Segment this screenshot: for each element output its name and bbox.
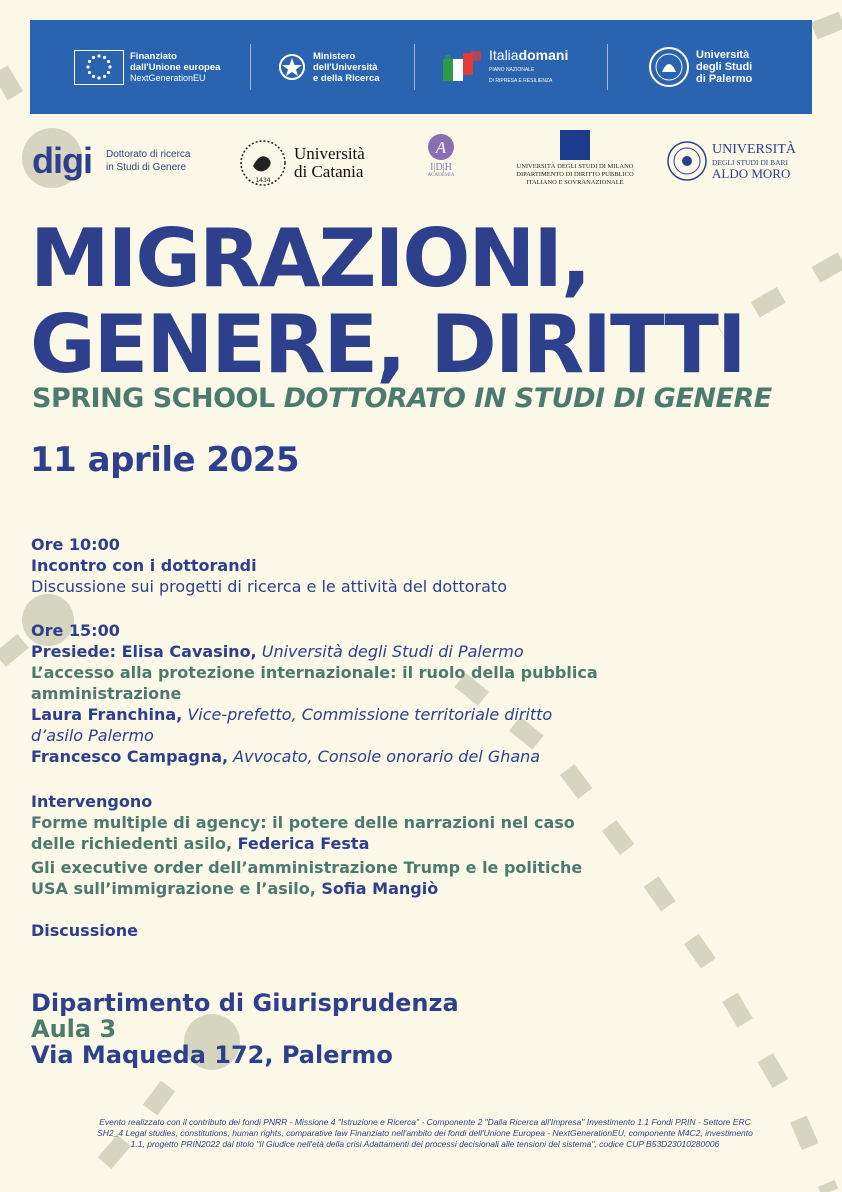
speaker1-affiliation-line1: Vice-prefetto, Commissione territoriale diritto	[187, 705, 553, 724]
speaker2-name: Francesco Campagna,	[31, 747, 229, 766]
unipa-line2: degli Studi	[696, 61, 753, 73]
morning-title: Incontro con i dottorandi	[31, 556, 257, 575]
partner-logos	[30, 128, 812, 198]
subtitle	[32, 383, 772, 414]
republic-emblem-icon	[277, 51, 307, 83]
talk-title-line1: L’accesso alla protezione internazionale: il ruolo della pubblica	[31, 663, 598, 682]
unipa-logo	[608, 20, 808, 114]
eu-flag-icon	[74, 50, 124, 85]
discussion-label: Discussione	[31, 921, 138, 940]
event-date: 11 aprile 2025	[30, 440, 300, 480]
digi-line1: Dottorato di ricerca	[105, 149, 191, 160]
catania-logo	[238, 138, 365, 188]
milano-logo	[500, 130, 650, 187]
unipa-line3: di Palermo	[696, 73, 753, 85]
catania-seal-text: 1434	[255, 177, 271, 184]
catania-line2: di Catania	[294, 162, 364, 181]
mur-line2: dell'Università	[313, 61, 378, 73]
venue-room: Aula 3	[31, 1015, 117, 1043]
intervention2-speaker: Sofia Mangiò	[321, 879, 439, 898]
catania-seal-icon	[238, 138, 288, 188]
main-title-line1: MIGRAZIONI,	[30, 212, 590, 305]
eu-logo	[30, 20, 250, 114]
intervention2-line1: Gli executive order dell’amministrazione Trump e le politiche	[31, 858, 583, 877]
idh-logo	[418, 132, 464, 178]
italiadomani-logo	[415, 20, 607, 114]
idh-sub: ACADEMIA	[427, 173, 455, 178]
mur-line3: e della Ricerca	[313, 72, 380, 84]
footer-line1: Evento realizzato con il contributo dei fondi PNRR - Missione 4 "Istruzione e Ricerca" - Componente 2 "Dalla Ricerca all'Impresa" Investimento 1.1 Fondi PRIN - Settore ERC	[99, 1117, 751, 1127]
intervention1-speaker: Federica Festa	[237, 834, 370, 853]
interventions	[31, 791, 631, 941]
bari-line3: ALDO MORO	[712, 166, 791, 181]
afternoon-session	[31, 620, 631, 767]
morning-time: Ore 10:00	[31, 535, 120, 554]
morning-desc: Discussione sui progetti di ricerca e le attività del dottorato	[31, 577, 507, 596]
afternoon-time: Ore 15:00	[31, 621, 120, 640]
bari-logo	[666, 140, 796, 182]
milano-line2: DIPARTIMENTO DI DIRITTO PUBBLICO	[516, 171, 634, 178]
venue-department: Dipartimento di Giurisprudenza	[31, 989, 459, 1017]
speaker1-name: Laura Franchina,	[31, 705, 183, 724]
speaker1-affiliation-line2: d’asilo Palermo	[31, 726, 154, 745]
idh-mark: A	[435, 138, 447, 157]
funding-banner	[30, 20, 812, 114]
milano-line1: UNIVERSITÀ DEGLI STUDI DI MILANO	[516, 163, 634, 170]
idh-mark-icon	[426, 132, 456, 162]
footer-line2: SH2_4 Legal studies, constitutions, human rights, comparative law Finanziato nell'ambito dei fondi dell'Unione Europea - NextGenerationEU, componente M4C2, investimento	[97, 1128, 753, 1138]
intervention1-line2: delle richiedenti asilo,	[31, 834, 238, 853]
italy-flag-icon	[441, 49, 487, 85]
italiadomani-name-a: Italia	[489, 46, 519, 63]
digi-line2: in Studi di Genere	[105, 162, 187, 173]
subtitle-plain: SPRING SCHOOL	[32, 383, 284, 414]
catania-line1: Università	[294, 144, 365, 163]
unipa-line1: Università	[696, 49, 750, 61]
digi-mark: digi	[32, 140, 92, 181]
unipa-seal-icon	[648, 46, 690, 88]
eu-line1: Finanziato	[130, 50, 177, 62]
chair-affiliation: Università degli Studi di Palermo	[261, 642, 524, 661]
venue-address: Via Maqueda 172, Palermo	[31, 1041, 393, 1069]
subtitle-italic: DOTTORATO IN STUDI DI GENERE	[283, 383, 772, 414]
chair-label: Presiede:	[31, 642, 122, 661]
funding-footer	[40, 1117, 810, 1150]
italiadomani-tag1: PIANO NAZIONALE	[489, 66, 535, 73]
milano-square-icon	[560, 130, 590, 160]
footer-line3: 1.1, progetto PRIN2022 dal titolo "Il Giudice nell'età della crisi Adattamenti dei processi decisionali alle tensioni del sistema", codice CUP B53D23010280006	[130, 1139, 720, 1149]
intervention2-line2: USA sull’immigrazione e l’asilo,	[31, 879, 322, 898]
milano-line3: ITALIANO E SOVRANAZIONALE	[526, 179, 624, 186]
bari-seal-icon	[666, 140, 708, 182]
idh-letters: I|D|H	[430, 162, 452, 173]
interventions-label: Intervengono	[31, 792, 153, 811]
chair-name: Elisa Cavasino,	[121, 642, 257, 661]
italiadomani-tag2: DI RIPRESA E RESILIENZA	[489, 77, 553, 84]
morning-session	[31, 534, 631, 597]
speaker2-affiliation: Avvocato, Console onorario del Ghana	[233, 747, 541, 766]
eu-line3: NextGenerationEU	[130, 72, 206, 83]
main-title-line2: GENERE, DIRITTI	[30, 298, 745, 391]
bari-line2: DEGLI STUDI DI BARI	[712, 158, 789, 167]
bari-line1: UNIVERSITÀ	[712, 142, 796, 157]
mur-line1: Ministero	[313, 50, 356, 62]
italiadomani-name-b: domani	[518, 46, 569, 63]
mur-logo	[251, 20, 414, 114]
venue	[31, 990, 459, 1068]
talk-title-line2: amministrazione	[31, 684, 182, 703]
intervention1-line1: Forme multiple di agency: il potere delle narrazioni nel caso	[31, 813, 575, 832]
eu-line2: dall'Unione europea	[130, 61, 221, 73]
digi-logo	[32, 140, 190, 182]
